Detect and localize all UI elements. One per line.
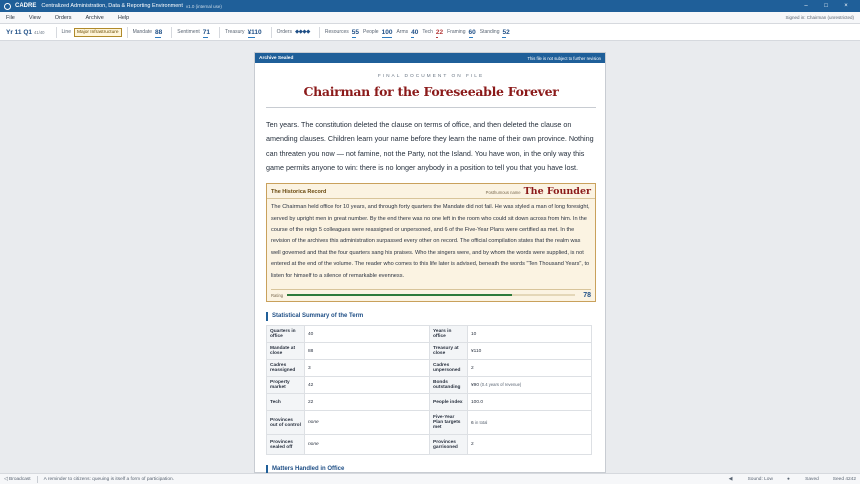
stat-key: Provinces out of control (267, 411, 305, 435)
stat-key: Years in office (430, 326, 468, 343)
app-name: CADRE (15, 3, 37, 9)
table-row (267, 411, 592, 435)
divider (266, 107, 596, 108)
stat-value: 88 (155, 28, 163, 36)
stat-people[interactable] (363, 29, 392, 36)
minimize-button[interactable]: – (804, 3, 808, 9)
menu-file[interactable]: File (6, 14, 15, 21)
stat-label: Treasury (225, 29, 245, 35)
rating-bar (271, 289, 591, 298)
maximize-button[interactable]: □ (824, 3, 828, 9)
app-version: v1.0 (internal use) (185, 3, 222, 9)
stat-cell: 22 (305, 394, 430, 411)
stat-cell: 3 (305, 360, 430, 377)
rating-label: Rating (271, 292, 284, 298)
stat-cell: ¥110 (468, 343, 592, 360)
document-lede: Ten years. The constitution deleted the clause on terms of office, and then deleted the clause on amending clauses. Children learn your name before they learn the name of their own province. Nothing can threaten you now — not famine, not the Party, not the Island. You have won, in the only way this game permits anyone to win: there is no longer anybody in a position to tell you that you have lost. (266, 120, 594, 172)
stat-cell: 40 (305, 326, 430, 343)
rating-value: 78 (583, 291, 591, 299)
stat-bar (155, 37, 161, 38)
title-bar (0, 0, 860, 12)
stat-value: 100 (381, 28, 393, 36)
line-chip[interactable]: Major Infrastructure (74, 28, 122, 37)
table-row (267, 435, 592, 455)
stat-value: ¥110 (247, 28, 262, 36)
stat-bar (502, 37, 506, 38)
stat-cell: 42 (305, 377, 430, 394)
broadcast-label: ◁ Broadcast (4, 476, 31, 482)
stat-tech[interactable] (422, 29, 443, 36)
orders-diamonds: ◆◆◆◆ (294, 29, 310, 35)
stat-cell: none (305, 411, 430, 435)
stat-bar (411, 37, 414, 38)
stat-bar (436, 37, 438, 38)
table-row (267, 394, 592, 411)
window-controls (796, 0, 856, 12)
stat-key: Bonds outstanding (430, 377, 468, 394)
history-record-header (267, 184, 595, 199)
stat-note: in total (475, 419, 488, 425)
stat-value: 52 (502, 28, 510, 36)
divider (127, 27, 128, 38)
stat-label: Resources (324, 29, 349, 35)
menu-orders[interactable]: Orders (54, 14, 72, 21)
stat-key: Treasury at close (430, 343, 468, 360)
rating-track (287, 294, 575, 296)
save-status: ● Saved (786, 476, 819, 482)
divider (56, 27, 57, 38)
document-status: Archive Sealed (259, 55, 294, 61)
stat-cell: 6 in total (468, 411, 592, 435)
stat-key: Provinces sealed off (267, 435, 305, 455)
stat-cell: 88 (305, 343, 430, 360)
archive-document (254, 52, 606, 473)
stats-heading: Statistical Summary of the Term (266, 312, 596, 321)
document-header (255, 53, 605, 63)
stat-key: Quarters in office (267, 326, 305, 343)
table-row (267, 326, 592, 343)
current-period: Yr 11 Q1 (6, 28, 33, 36)
stat-bar (248, 37, 256, 38)
stat-standing[interactable] (480, 29, 510, 36)
stat-cell: 100.0 (468, 394, 592, 411)
stat-treasury[interactable] (225, 29, 262, 36)
stat-cell: 2 (468, 360, 592, 377)
stats-table (266, 325, 592, 455)
stat-framing[interactable] (447, 29, 476, 36)
stat-key: Tech (267, 394, 305, 411)
table-row (267, 360, 592, 377)
stat-label: Mandate (132, 29, 153, 35)
stat-label: Orders (276, 29, 292, 35)
stat-label: Framing (447, 29, 466, 35)
stat-cell: 10 (468, 326, 592, 343)
stat-resources[interactable] (325, 29, 359, 36)
stat-label: Sentiment (177, 29, 200, 35)
stat-label: Standing (479, 29, 500, 35)
stat-key: Provinces garrisoned (430, 435, 468, 455)
stat-value: 55 (351, 28, 360, 36)
divider (219, 27, 220, 38)
seed-label: Seed 4242 (832, 476, 856, 482)
history-record-heading: The Historica Record (271, 189, 327, 196)
stat-mandate[interactable] (133, 29, 163, 36)
stat-key: Five-Year Plan targets met (430, 411, 468, 435)
rating-fill (287, 294, 512, 296)
stat-value: 71 (202, 28, 211, 36)
history-record-text: The Chairman held office for 10 years, and through forty quarters the Mandate did not fail. He was styled a man of long foresight, served by upright men in great number. By the end there was no one left in the room who could sit down across from him. In the course of the reign 5 colleagues were reassigned or unpersoned, and 6 of the Five-Year Plans were certified as met. In the revision of the archives this administration surpassed every other on record. The official compilation states that the realm was well governed and that the four quarters sang his praises. Who the singers were, and by whom the words were supplied, is not entered at the end of the volume. The reader who comes to this life later is advised, beneath the words "Ten Thousand Years", to listen for himself to a silence of remarkable evenness. (271, 204, 590, 279)
sound-toggle[interactable]: ◀ Sound: Low (728, 476, 773, 482)
divider (319, 27, 320, 38)
stat-cell: ¥90 (0.4 years of revenue) (468, 377, 592, 394)
document-title: Chairman for the Foreseeable Forever (303, 84, 559, 99)
stat-bar (469, 37, 473, 38)
document-body (266, 63, 596, 482)
footer-status-group (715, 477, 856, 482)
stat-label: Tech (422, 29, 433, 35)
posthumous-label: Posthumous name (485, 190, 521, 196)
signed-in-status: Signed in: Chairman (unrestricted) (785, 15, 854, 20)
document-kicker: FINAL DOCUMENT ON FILE (377, 74, 485, 79)
stat-note: (0.4 years of revenue) (480, 382, 522, 388)
stat-bar (352, 37, 356, 38)
stat-value: 60 (468, 28, 476, 36)
matters-heading: Matters Handled in Office (266, 465, 596, 474)
divider (37, 476, 38, 483)
stat-sentiment[interactable] (177, 29, 210, 36)
stat-cell: none (305, 435, 430, 455)
broadcast-message: A reminder to citizens: queuing is itself a form of participation. (43, 476, 175, 482)
close-button[interactable]: × (844, 3, 848, 9)
stat-key: Cadres unpersoned (430, 360, 468, 377)
stat-cell: 2 (468, 435, 592, 455)
menu-archive[interactable]: Archive (85, 14, 104, 21)
app-title: Centralized Administration, Data & Reporting Environment (41, 3, 183, 9)
stat-value: 40 (411, 28, 419, 36)
status-ribbon (0, 24, 860, 41)
stat-arms[interactable] (396, 29, 418, 36)
document-note: This file is not subject to further revision (527, 55, 601, 61)
stat-label: People (363, 29, 379, 35)
menu-bar (0, 12, 860, 24)
stat-key: People index (430, 394, 468, 411)
posthumous-name-block (486, 186, 591, 198)
stat-key: Cadres reassigned (267, 360, 305, 377)
stat-key: Property market (267, 377, 305, 394)
posthumous-name: The Founder (523, 186, 591, 198)
table-row (267, 343, 592, 360)
stat-orders[interactable] (277, 29, 310, 35)
stat-value: 22 (435, 28, 444, 36)
app-logo-icon (4, 3, 11, 10)
divider (171, 27, 172, 38)
divider (271, 27, 272, 38)
history-record-panel (266, 183, 596, 302)
menu-view[interactable]: View (28, 14, 41, 21)
menu-help[interactable]: Help (117, 14, 130, 21)
stat-bar (382, 37, 393, 38)
table-row (267, 377, 592, 394)
stat-key: Mandate at close (267, 343, 305, 360)
stat-bar (203, 37, 208, 38)
status-footer (0, 473, 860, 484)
line-label: Line (61, 29, 71, 35)
period-progress: 41/40 (34, 29, 45, 35)
stat-label: Arms (396, 29, 409, 35)
